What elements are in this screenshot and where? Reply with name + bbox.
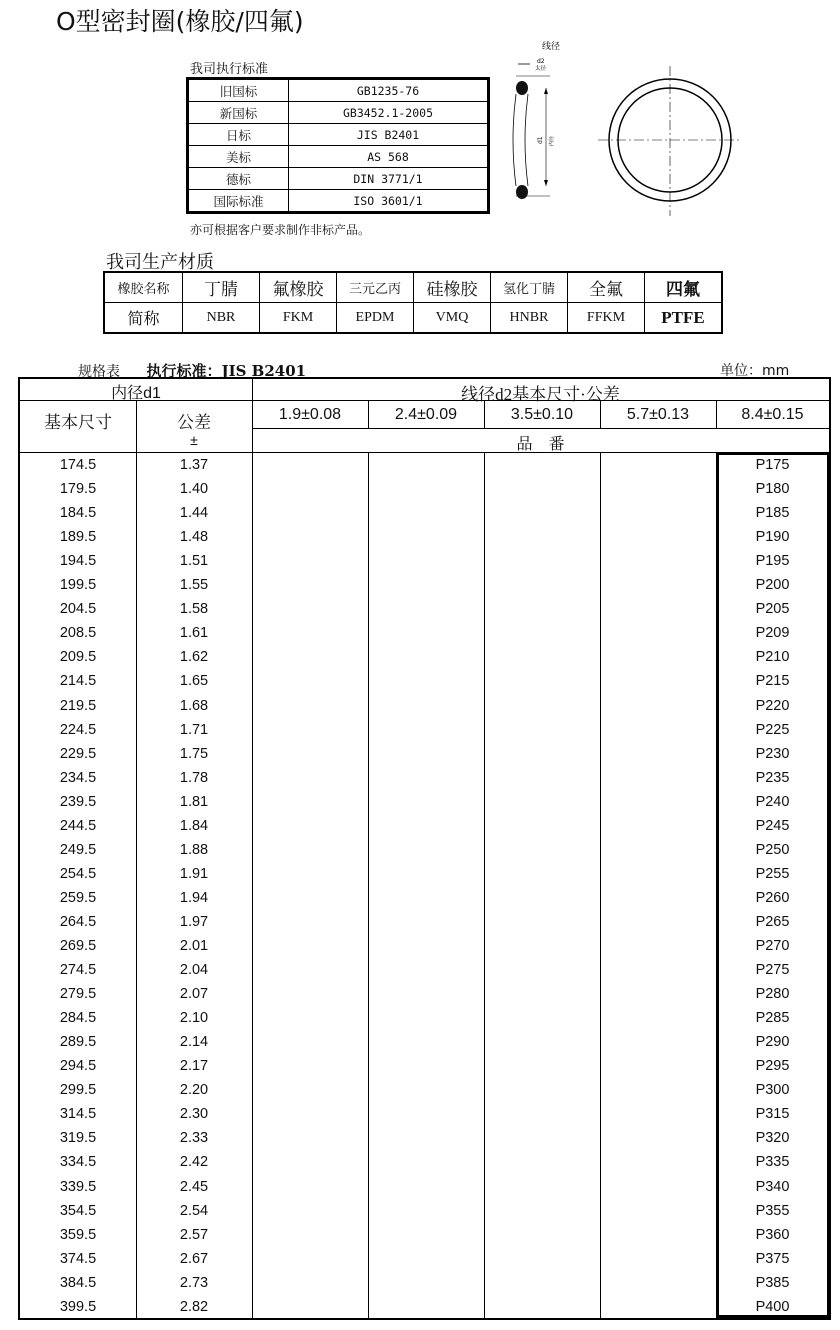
tolerance-value: 1.68 [179,697,209,714]
material-abbr: PTFE [645,303,723,334]
tolerance-value: 1.44 [179,505,209,522]
inner-diameter-value: 224.5 [59,721,97,738]
tolerance-value: 1.58 [179,601,209,618]
inner-diameter-value: 289.5 [59,1034,97,1051]
part-number: P185 [755,505,790,522]
part-number: P209 [755,625,790,642]
material-name: 三元乙丙 [337,272,414,303]
inner-diameter-value: 274.5 [59,962,97,979]
standards-row [188,146,489,168]
inner-diameter-value: 319.5 [59,1130,97,1147]
tolerance-value: 1.91 [179,865,209,882]
inner-diameter-value: 339.5 [59,1178,97,1195]
tolerance-value: 2.07 [179,986,209,1003]
tolerance-value: 1.94 [179,889,209,906]
part-number: P215 [755,673,790,690]
inner-diameter-value: 214.5 [59,673,97,690]
diagram-label-d1: d1 [537,136,544,144]
standards-row [188,190,489,213]
tolerance-value: 1.81 [179,793,209,810]
spec-unit: 单位：mm [720,363,790,379]
part-number: P200 [755,577,790,594]
part-number: P335 [755,1154,790,1171]
inner-diameter-value: 294.5 [59,1058,97,1075]
standard-name: 美标 [188,146,289,168]
tolerance-value: 1.48 [179,529,209,546]
part-number: P360 [755,1226,790,1243]
inner-diameter-value: 199.5 [59,577,97,594]
part-number: P175 [755,457,790,473]
spec-table [18,377,831,1320]
spec-caption-label: 规格表 [78,364,120,380]
material-name: 氢化丁腈 [491,272,568,303]
standard-code: JIS B2401 [289,124,489,146]
wire-size-header: 3.5±0.10 [510,406,574,423]
part-number: P220 [755,697,790,714]
part-number: P270 [755,938,790,954]
tolerance-value: 2.42 [179,1154,209,1171]
material-abbr: FKM [260,303,337,334]
inner-diameter-value: 334.5 [59,1154,97,1171]
part-number: P210 [755,649,790,666]
part-number: P230 [755,745,790,762]
tolerance-value: 1.84 [179,817,209,834]
standard-name: 德标 [188,168,289,190]
diagram-label-d2: d2 [537,58,545,65]
standard-code: GB3452.1-2005 [289,102,489,124]
wire-size-header: 8.4±0.15 [741,406,804,423]
inner-diameter-value: 254.5 [59,865,97,882]
standard-code: ISO 3601/1 [289,190,489,213]
tolerance-value: 2.17 [179,1058,209,1075]
materials-caption: 我司生产材质 [106,252,214,273]
inner-diameter-value: 279.5 [59,986,97,1003]
inner-diameter-value: 219.5 [59,697,97,714]
part-number: P355 [755,1202,790,1219]
inner-diameter-value: 264.5 [59,913,97,930]
part-number: P180 [755,481,790,498]
standards-table [186,77,490,214]
part-number: P225 [755,721,790,738]
header-tolerance: 公差 [177,413,211,432]
inner-diameter-value: 399.5 [59,1298,97,1315]
part-number: P205 [755,601,790,618]
inner-diameter-value: 208.5 [59,625,97,642]
standard-name: 新国标 [188,102,289,124]
tolerance-value: 1.55 [179,577,209,594]
part-number: P190 [755,529,790,546]
standard-code: AS 568 [289,146,489,168]
inner-diameter-value: 194.5 [59,553,97,570]
part-number: P385 [755,1274,790,1291]
inner-diameter-value: 284.5 [59,1010,97,1027]
diagram-label-wire: 线径 [542,42,561,52]
inner-diameter-value: 229.5 [59,745,97,762]
part-number: P250 [755,841,790,858]
tolerance-value: 2.54 [179,1202,209,1219]
inner-diameter-value: 259.5 [59,889,97,906]
inner-diameter-value: 299.5 [59,1082,97,1099]
wire-size-header: 5.7±0.13 [626,406,690,423]
tolerance-value: 2.20 [179,1082,209,1099]
part-number: P275 [755,962,790,979]
part-number: P255 [755,865,790,882]
part-number: P245 [755,817,790,834]
materials-row-name-label: 橡胶名称 [104,272,183,303]
inner-diameter-value: 184.5 [59,505,97,522]
tolerance-value: 2.33 [179,1130,209,1147]
part-number: P285 [755,1010,790,1027]
inner-diameter-value: 244.5 [59,817,97,834]
standards-row [188,168,489,190]
material-name: 四氟 [645,272,723,303]
inner-diameter-value: 314.5 [59,1106,97,1123]
material-name: 硅橡胶 [414,272,491,303]
tolerance-value: 1.78 [179,769,209,786]
part-number: P290 [755,1034,790,1051]
inner-diameter-value: 204.5 [59,601,97,618]
part-number: P320 [755,1130,790,1147]
standards-note: 亦可根据客户要求制作非标产品。 [190,223,371,237]
tolerance-value: 2.82 [179,1298,209,1315]
header-plusminus: ± [190,432,198,448]
part-number: P240 [755,793,790,810]
wire-size-header: 2.4±0.09 [394,406,458,423]
tolerance-value: 1.75 [179,745,209,762]
tolerance-value: 2.04 [179,962,209,979]
standard-name: 国际标准 [188,190,289,213]
header-part-number: 品 番 [516,436,565,453]
inner-diameter-value: 354.5 [59,1202,97,1219]
tolerance-value: 2.01 [179,938,209,954]
part-number: P260 [755,889,790,906]
tolerance-value: 1.97 [179,913,209,930]
tolerance-value: 2.73 [179,1274,209,1291]
header-inner-d1: 内径d1 [111,385,161,402]
wire-size-header: 1.9±0.08 [278,406,342,423]
header-basic-size: 基本尺寸 [44,413,112,432]
inner-diameter-value: 174.5 [59,457,97,473]
standards-row [188,124,489,146]
standard-name: 日标 [188,124,289,146]
o-ring-diagram [500,36,750,226]
header-wire-diameter: 线径d2基本尺寸·公差 [461,385,620,404]
inner-diameter-value: 249.5 [59,841,97,858]
part-number: P400 [755,1298,790,1315]
tolerance-value: 1.71 [179,721,209,738]
page-title: O型密封圈(橡胶/四氟) [56,7,304,36]
material-abbr: NBR [183,303,260,334]
tolerance-value: 1.37 [179,457,209,473]
materials-table [103,271,723,334]
tolerance-value: 1.62 [179,649,209,666]
part-number: P295 [755,1058,790,1075]
part-number: P280 [755,986,790,1003]
spec-standard-label: 执行标准： [146,362,222,380]
inner-diameter-value: 269.5 [59,938,97,954]
inner-diameter-value: 374.5 [59,1250,97,1267]
tolerance-value: 1.65 [179,673,209,690]
tolerance-value: 2.67 [179,1250,209,1267]
material-name: 氟橡胶 [260,272,337,303]
inner-diameter-value: 179.5 [59,481,97,498]
inner-diameter-value: 239.5 [59,793,97,810]
standards-caption: 我司执行标准 [190,62,269,77]
material-abbr: HNBR [491,303,568,334]
diagram-label-tol: 太径 [535,66,547,72]
tolerance-value: 2.30 [179,1106,209,1123]
part-number: P265 [755,913,790,930]
diagram-label-inner: 内径 [549,135,555,146]
material-abbr: VMQ [414,303,491,334]
part-number: P195 [755,553,790,570]
tolerance-value: 2.10 [179,1010,209,1027]
standard-name: 旧国标 [188,79,289,102]
part-number: P235 [755,769,790,786]
material-name: 全氟 [568,272,645,303]
part-number: P315 [755,1106,790,1123]
tolerance-value: 1.88 [179,841,209,858]
tolerance-value: 2.14 [179,1034,209,1051]
material-abbr: EPDM [337,303,414,334]
part-number: P300 [755,1082,790,1099]
inner-diameter-value: 384.5 [59,1274,97,1291]
standard-code: DIN 3771/1 [289,168,489,190]
standard-code: GB1235-76 [289,79,489,102]
tolerance-value: 2.57 [179,1226,209,1243]
part-number: P340 [755,1178,790,1195]
inner-diameter-value: 234.5 [59,769,97,786]
tolerance-value: 1.40 [179,481,209,498]
material-name: 丁腈 [183,272,260,303]
inner-diameter-value: 359.5 [59,1226,97,1243]
standards-row [188,79,489,102]
tolerance-value: 1.61 [179,625,209,642]
spec-standard-value: JIS B2401 [221,362,307,380]
material-abbr: FFKM [568,303,645,334]
inner-diameter-value: 209.5 [59,649,97,666]
materials-row-abbr-label: 简称 [104,303,183,334]
part-number: P375 [755,1250,790,1267]
inner-diameter-value: 189.5 [59,529,97,546]
tolerance-value: 1.51 [179,553,209,570]
tolerance-value: 2.45 [179,1178,209,1195]
standards-row [188,102,489,124]
